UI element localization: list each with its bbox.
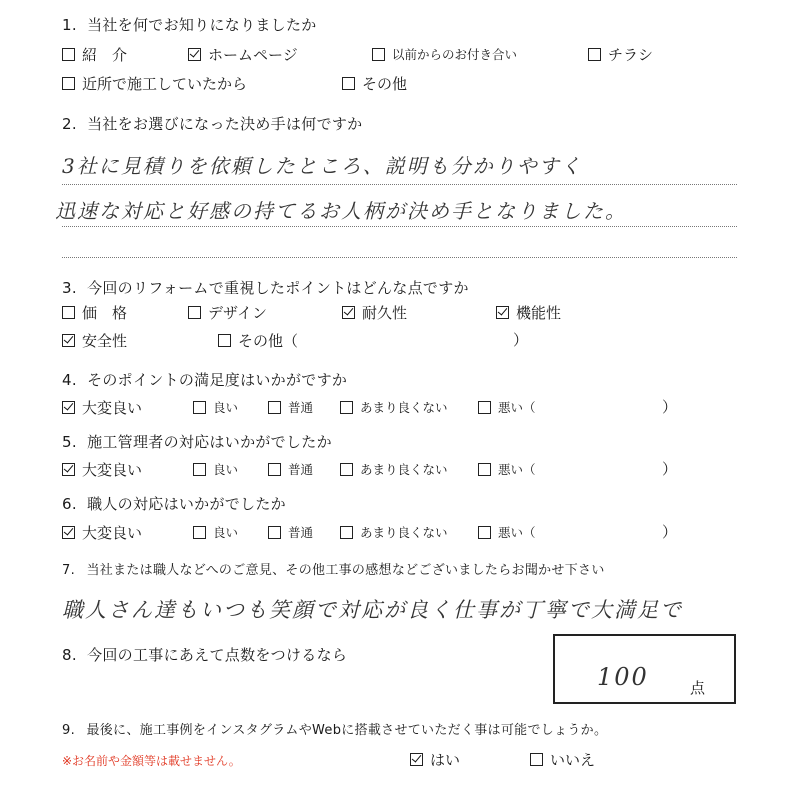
checkbox[interactable]	[372, 48, 385, 61]
question-2	[62, 113, 362, 134]
q6-option-not-good[interactable]	[340, 523, 448, 541]
question-text: そのポイントの満足度はいかがですか	[87, 371, 348, 389]
checkbox[interactable]	[340, 401, 353, 414]
option-label: はい	[430, 751, 461, 769]
question-text: 職人の対応はいかがでしたか	[87, 495, 286, 513]
close-paren: ）	[662, 460, 678, 478]
q5-option-average[interactable]	[268, 460, 313, 478]
answer-line	[62, 226, 737, 227]
q3-option-design[interactable]	[188, 302, 267, 323]
q5-option-very-good[interactable]	[62, 459, 142, 480]
q3-option-price[interactable]	[62, 302, 127, 323]
answer-line	[62, 257, 737, 258]
q1-option-nearby-construction[interactable]	[62, 73, 247, 94]
q7-handwritten-answer: 職人さん達もいつも笑顔で対応が良く仕事が丁寧で大満足で	[62, 598, 683, 622]
question-number: 4.	[62, 371, 77, 389]
checkbox[interactable]	[62, 48, 75, 61]
question-5	[62, 431, 332, 452]
q6-option-good[interactable]	[193, 523, 238, 541]
checkbox-checked[interactable]	[342, 306, 355, 319]
q1-option-flyer[interactable]	[588, 44, 653, 65]
q4-option-good[interactable]	[193, 398, 238, 416]
q4-option-not-good[interactable]	[340, 398, 448, 416]
option-label: その他	[362, 75, 408, 93]
q2-handwritten-answer-line2: 迅速な対応と好感の持てるお人柄が決め手となりました。	[55, 199, 627, 223]
option-label: 大変良い	[82, 524, 143, 542]
option-label: 耐久性	[362, 304, 408, 322]
question-number: 8.	[62, 646, 77, 664]
q1-option-existing-relationship[interactable]	[372, 45, 517, 63]
question-8	[62, 644, 347, 665]
option-label: 普通	[288, 400, 314, 415]
option-label: 価 格	[82, 304, 128, 322]
q3-option-safety[interactable]	[62, 330, 127, 351]
checkbox-checked[interactable]	[496, 306, 509, 319]
question-text: 当社を何でお知りになりましたか	[87, 16, 317, 34]
option-label: 悪い（	[498, 462, 536, 477]
question-text: 最後に、施工事例をインスタグラムやWebに搭載させていただく事は可能でしょうか。	[86, 723, 608, 738]
option-label: 良い	[213, 400, 239, 415]
checkbox[interactable]	[268, 401, 281, 414]
q3-option-durability[interactable]	[342, 302, 407, 323]
privacy-note: ※お名前や金額等は載せません。	[62, 754, 241, 768]
q5-option-bad[interactable]	[478, 460, 536, 478]
checkbox-checked[interactable]	[62, 463, 75, 476]
checkbox[interactable]	[268, 463, 281, 476]
question-number: 2.	[62, 115, 77, 133]
option-label: 近所で施工していたから	[82, 75, 248, 93]
q6-option-average[interactable]	[268, 523, 313, 541]
close-paren: ）	[662, 523, 678, 541]
option-label: デザイン	[208, 304, 267, 322]
checkbox[interactable]	[188, 306, 201, 319]
option-label: 良い	[213, 462, 239, 477]
question-number: 5.	[62, 433, 77, 451]
q4-option-very-good[interactable]	[62, 397, 142, 418]
checkbox[interactable]	[193, 401, 206, 414]
checkbox[interactable]	[478, 401, 491, 414]
question-number: 7.	[62, 563, 76, 578]
q5-option-not-good[interactable]	[340, 460, 448, 478]
checkbox-checked[interactable]	[62, 526, 75, 539]
q9-option-yes[interactable]	[410, 749, 460, 770]
checkbox[interactable]	[268, 526, 281, 539]
q6-option-very-good[interactable]	[62, 522, 142, 543]
checkbox-checked[interactable]	[410, 753, 423, 766]
close-paren: ）	[662, 398, 678, 416]
checkbox[interactable]	[342, 77, 355, 90]
question-text: 施工管理者の対応はいかがでしたか	[87, 433, 332, 451]
checkbox-checked[interactable]	[188, 48, 201, 61]
option-label: チラシ	[608, 46, 654, 64]
checkbox-checked[interactable]	[62, 334, 75, 347]
option-label: あまり良くない	[360, 525, 448, 540]
option-label: あまり良くない	[360, 400, 448, 415]
checkbox[interactable]	[478, 526, 491, 539]
checkbox[interactable]	[530, 753, 543, 766]
q2-handwritten-answer-line1: 3社に見積りを依頼したところ、説明も分かりやすく	[62, 154, 583, 178]
score-value: 100	[597, 663, 649, 691]
q3-option-other[interactable]	[218, 330, 298, 351]
checkbox[interactable]	[193, 526, 206, 539]
option-label: 機能性	[516, 304, 562, 322]
q6-option-bad[interactable]	[478, 523, 536, 541]
checkbox[interactable]	[218, 334, 231, 347]
close-paren: ）	[513, 331, 529, 349]
q1-option-homepage[interactable]	[188, 44, 298, 65]
checkbox-checked[interactable]	[62, 401, 75, 414]
question-1	[62, 14, 317, 35]
q4-option-average[interactable]	[268, 398, 313, 416]
question-4	[62, 369, 347, 390]
q1-option-other[interactable]	[342, 73, 407, 94]
q5-option-good[interactable]	[193, 460, 238, 478]
option-label: 良い	[213, 525, 239, 540]
question-number: 6.	[62, 495, 77, 513]
option-label: 大変良い	[82, 461, 143, 479]
option-label: 以前からのお付き合い	[392, 47, 518, 62]
option-label: 紹 介	[82, 46, 128, 64]
checkbox[interactable]	[478, 463, 491, 476]
option-label: 普通	[288, 462, 314, 477]
question-number: 1.	[62, 16, 77, 34]
q3-option-functionality[interactable]	[496, 302, 561, 323]
question-3	[62, 277, 469, 298]
question-number: 3.	[62, 279, 77, 297]
question-number: 9.	[62, 723, 76, 738]
option-label: 悪い（	[498, 400, 536, 415]
option-label: その他（	[238, 332, 299, 350]
checkbox[interactable]	[588, 48, 601, 61]
checkbox[interactable]	[340, 526, 353, 539]
option-label: ホームページ	[208, 46, 298, 64]
question-text: 当社をお選びになった決め手は何ですか	[87, 115, 363, 133]
checkbox[interactable]	[193, 463, 206, 476]
option-label: あまり良くない	[360, 462, 448, 477]
question-9	[62, 719, 607, 738]
option-label: 大変良い	[82, 399, 143, 417]
question-6	[62, 493, 286, 514]
option-label: 悪い（	[498, 525, 536, 540]
score-unit: 点	[690, 679, 706, 697]
q1-option-referral[interactable]	[62, 44, 127, 65]
question-text: 当社または職人などへのご意見、その他工事の感想などございましたらお聞かせ下さい	[86, 563, 605, 578]
question-text: 今回の工事にあえて点数をつけるなら	[87, 646, 348, 664]
answer-line	[62, 184, 737, 185]
question-7	[62, 559, 605, 578]
q9-option-no[interactable]	[530, 749, 595, 770]
checkbox[interactable]	[340, 463, 353, 476]
checkbox[interactable]	[62, 77, 75, 90]
question-text: 今回のリフォームで重視したポイントはどんな点ですか	[87, 279, 469, 297]
option-label: いいえ	[550, 751, 596, 769]
checkbox[interactable]	[62, 306, 75, 319]
option-label: 普通	[288, 525, 314, 540]
q4-option-bad[interactable]	[478, 398, 536, 416]
option-label: 安全性	[82, 332, 128, 350]
